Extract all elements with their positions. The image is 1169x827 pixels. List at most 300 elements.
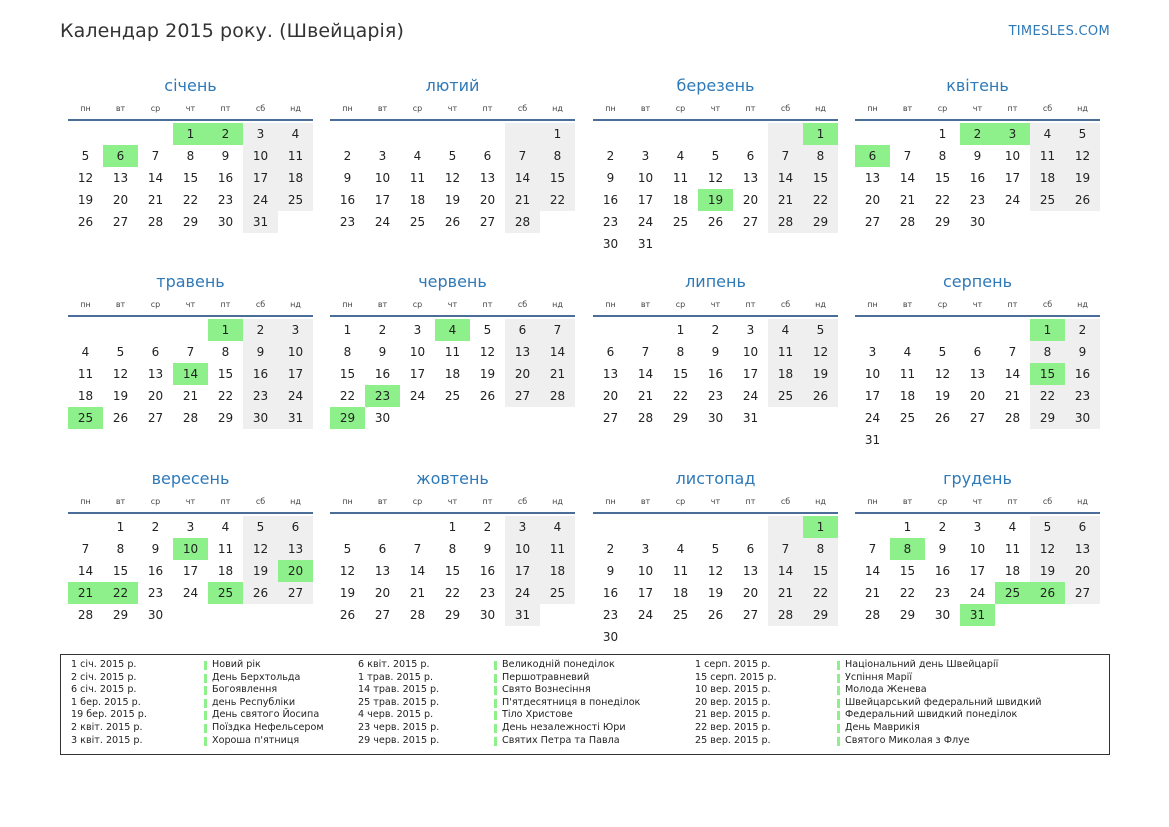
day-cell[interactable]: 10 (637, 171, 654, 185)
day-cell[interactable]: 6 (103, 145, 138, 167)
day-cell[interactable]: 30 (1065, 407, 1100, 429)
day-cell[interactable]: 26 (444, 215, 461, 229)
day-cell[interactable]: 13 (505, 341, 540, 363)
day-cell[interactable]: 3 (243, 123, 278, 145)
day-cell[interactable]: 23 (365, 385, 400, 407)
day-cell[interactable]: 24 (409, 389, 426, 403)
day-cell[interactable]: 26 (1030, 582, 1065, 604)
day-cell[interactable]: 27 (374, 608, 391, 622)
day-cell[interactable]: 3 (641, 149, 650, 163)
day-cell[interactable]: 29 (672, 411, 689, 425)
day-cell[interactable]: 7 (641, 345, 650, 359)
day-cell[interactable]: 20 (742, 586, 759, 600)
day-cell[interactable]: 31 (742, 411, 759, 425)
day-cell[interactable]: 31 (637, 237, 654, 251)
day-cell[interactable]: 7 (151, 149, 160, 163)
day-cell[interactable]: 21 (637, 389, 654, 403)
day-cell[interactable]: 19 (444, 193, 461, 207)
day-cell[interactable]: 23 (339, 215, 356, 229)
day-cell[interactable]: 8 (803, 145, 838, 167)
day-cell[interactable]: 6 (606, 345, 615, 359)
day-cell[interactable]: 22 (672, 389, 689, 403)
day-cell[interactable]: 19 (339, 586, 356, 600)
day-cell[interactable]: 5 (448, 149, 457, 163)
day-cell[interactable]: 12 (707, 564, 724, 578)
day-cell[interactable]: 25 (672, 215, 689, 229)
day-cell[interactable]: 2 (343, 149, 352, 163)
day-cell[interactable]: 13 (864, 171, 881, 185)
day-cell[interactable]: 28 (505, 211, 540, 233)
day-cell[interactable]: 5 (243, 516, 278, 538)
day-cell[interactable]: 11 (1004, 542, 1021, 556)
day-cell[interactable]: 4 (435, 319, 470, 341)
day-cell[interactable]: 18 (77, 389, 94, 403)
day-cell[interactable]: 9 (343, 171, 352, 185)
day-cell[interactable]: 21 (768, 189, 803, 211)
day-cell[interactable]: 23 (1065, 385, 1100, 407)
day-cell[interactable]: 9 (243, 341, 278, 363)
day-cell[interactable]: 22 (899, 586, 916, 600)
day-cell[interactable]: 18 (444, 367, 461, 381)
day-cell[interactable]: 22 (540, 189, 575, 211)
day-cell[interactable]: 26 (479, 389, 496, 403)
day-cell[interactable]: 20 (112, 193, 129, 207)
day-cell[interactable]: 28 (864, 608, 881, 622)
day-cell[interactable]: 6 (746, 542, 755, 556)
day-cell[interactable]: 28 (77, 608, 94, 622)
day-cell[interactable]: 11 (1030, 145, 1065, 167)
day-cell[interactable]: 5 (711, 542, 720, 556)
day-cell[interactable]: 12 (444, 171, 461, 185)
day-cell[interactable]: 1 (208, 319, 243, 341)
day-cell[interactable]: 1 (173, 123, 208, 145)
day-cell[interactable]: 19 (479, 367, 496, 381)
day-cell[interactable]: 18 (672, 586, 689, 600)
day-cell[interactable]: 1 (540, 123, 575, 145)
day-cell[interactable]: 25 (995, 582, 1030, 604)
day-cell[interactable]: 28 (637, 411, 654, 425)
day-cell[interactable]: 14 (768, 167, 803, 189)
day-cell[interactable]: 10 (505, 538, 540, 560)
day-cell[interactable]: 8 (938, 149, 947, 163)
day-cell[interactable]: 9 (151, 542, 160, 556)
day-cell[interactable]: 15 (540, 167, 575, 189)
day-cell[interactable]: 26 (112, 411, 129, 425)
day-cell[interactable]: 24 (864, 411, 881, 425)
day-cell[interactable]: 21 (147, 193, 164, 207)
day-cell[interactable]: 1 (676, 323, 685, 337)
day-cell[interactable]: 22 (1030, 385, 1065, 407)
day-cell[interactable]: 7 (1008, 345, 1017, 359)
day-cell[interactable]: 1 (803, 516, 838, 538)
day-cell[interactable]: 7 (81, 542, 90, 556)
day-cell[interactable]: 14 (637, 367, 654, 381)
day-cell[interactable]: 30 (217, 215, 234, 229)
day-cell[interactable]: 22 (934, 193, 951, 207)
day-cell[interactable]: 17 (637, 586, 654, 600)
day-cell[interactable]: 8 (540, 145, 575, 167)
day-cell[interactable]: 21 (899, 193, 916, 207)
day-cell[interactable]: 17 (742, 367, 759, 381)
day-cell[interactable]: 5 (343, 542, 352, 556)
day-cell[interactable]: 27 (742, 215, 759, 229)
day-cell[interactable]: 13 (602, 367, 619, 381)
day-cell[interactable]: 4 (903, 345, 912, 359)
day-cell[interactable]: 18 (1030, 167, 1065, 189)
day-cell[interactable]: 16 (339, 193, 356, 207)
day-cell[interactable]: 31 (960, 604, 995, 626)
day-cell[interactable]: 23 (602, 608, 619, 622)
day-cell[interactable]: 3 (973, 520, 982, 534)
day-cell[interactable]: 16 (707, 367, 724, 381)
day-cell[interactable]: 26 (243, 582, 278, 604)
day-cell[interactable]: 3 (413, 323, 422, 337)
day-cell[interactable]: 26 (707, 608, 724, 622)
day-cell[interactable]: 10 (374, 171, 391, 185)
day-cell[interactable]: 15 (182, 171, 199, 185)
day-cell[interactable]: 9 (378, 345, 387, 359)
day-cell[interactable]: 1 (938, 127, 947, 141)
day-cell[interactable]: 17 (409, 367, 426, 381)
day-cell[interactable]: 4 (540, 516, 575, 538)
day-cell[interactable]: 11 (672, 171, 689, 185)
day-cell[interactable]: 28 (147, 215, 164, 229)
day-cell[interactable]: 22 (339, 389, 356, 403)
day-cell[interactable]: 22 (103, 582, 138, 604)
day-cell[interactable]: 6 (973, 345, 982, 359)
day-cell[interactable]: 17 (243, 167, 278, 189)
day-cell[interactable]: 13 (1065, 538, 1100, 560)
day-cell[interactable]: 2 (606, 149, 615, 163)
day-cell[interactable]: 25 (444, 389, 461, 403)
day-cell[interactable]: 16 (479, 564, 496, 578)
day-cell[interactable]: 7 (540, 319, 575, 341)
day-cell[interactable]: 23 (969, 193, 986, 207)
day-cell[interactable]: 19 (698, 189, 733, 211)
day-cell[interactable]: 6 (278, 516, 313, 538)
day-cell[interactable]: 14 (77, 564, 94, 578)
day-cell[interactable]: 12 (803, 341, 838, 363)
day-cell[interactable]: 17 (969, 564, 986, 578)
day-cell[interactable]: 2 (1065, 319, 1100, 341)
day-cell[interactable]: 24 (637, 608, 654, 622)
day-cell[interactable]: 4 (1030, 123, 1065, 145)
day-cell[interactable]: 2 (606, 542, 615, 556)
day-cell[interactable]: 11 (540, 538, 575, 560)
day-cell[interactable]: 4 (278, 123, 313, 145)
day-cell[interactable]: 12 (339, 564, 356, 578)
day-cell[interactable]: 27 (864, 215, 881, 229)
day-cell[interactable]: 29 (1030, 407, 1065, 429)
day-cell[interactable]: 27 (602, 411, 619, 425)
day-cell[interactable]: 8 (1030, 341, 1065, 363)
day-cell[interactable]: 24 (505, 582, 540, 604)
day-cell[interactable]: 4 (413, 149, 422, 163)
day-cell[interactable]: 27 (742, 608, 759, 622)
day-cell[interactable]: 10 (173, 538, 208, 560)
day-cell[interactable]: 10 (864, 367, 881, 381)
day-cell[interactable]: 20 (602, 389, 619, 403)
day-cell[interactable]: 29 (803, 604, 838, 626)
day-cell[interactable]: 23 (479, 586, 496, 600)
day-cell[interactable]: 23 (934, 586, 951, 600)
day-cell[interactable]: 8 (186, 149, 195, 163)
day-cell[interactable]: 6 (1065, 516, 1100, 538)
day-cell[interactable]: 10 (742, 345, 759, 359)
day-cell[interactable]: 25 (1030, 189, 1065, 211)
day-cell[interactable]: 12 (707, 171, 724, 185)
day-cell[interactable]: 20 (374, 586, 391, 600)
day-cell[interactable]: 24 (969, 586, 986, 600)
day-cell[interactable]: 23 (602, 215, 619, 229)
day-cell[interactable]: 10 (969, 542, 986, 556)
day-cell[interactable]: 17 (182, 564, 199, 578)
day-cell[interactable]: 21 (540, 363, 575, 385)
day-cell[interactable]: 20 (864, 193, 881, 207)
day-cell[interactable]: 16 (147, 564, 164, 578)
day-cell[interactable]: 3 (505, 516, 540, 538)
day-cell[interactable]: 2 (938, 520, 947, 534)
day-cell[interactable]: 22 (182, 193, 199, 207)
day-cell[interactable]: 6 (746, 149, 755, 163)
day-cell[interactable]: 3 (278, 319, 313, 341)
day-cell[interactable]: 9 (221, 149, 230, 163)
day-cell[interactable]: 1 (116, 520, 125, 534)
day-cell[interactable]: 17 (864, 389, 881, 403)
day-cell[interactable]: 21 (768, 582, 803, 604)
day-cell[interactable]: 12 (112, 367, 129, 381)
day-cell[interactable]: 5 (711, 149, 720, 163)
day-cell[interactable]: 29 (934, 215, 951, 229)
day-cell[interactable]: 9 (606, 171, 615, 185)
day-cell[interactable]: 10 (243, 145, 278, 167)
day-cell[interactable]: 14 (899, 171, 916, 185)
day-cell[interactable]: 7 (413, 542, 422, 556)
day-cell[interactable]: 29 (217, 411, 234, 425)
day-cell[interactable]: 11 (217, 542, 234, 556)
day-cell[interactable]: 30 (479, 608, 496, 622)
day-cell[interactable]: 22 (803, 189, 838, 211)
day-cell[interactable]: 11 (768, 341, 803, 363)
day-cell[interactable]: 30 (602, 237, 619, 251)
day-cell[interactable]: 20 (147, 389, 164, 403)
day-cell[interactable]: 4 (676, 542, 685, 556)
day-cell[interactable]: 13 (112, 171, 129, 185)
day-cell[interactable]: 18 (409, 193, 426, 207)
day-cell[interactable]: 5 (803, 319, 838, 341)
day-cell[interactable]: 15 (672, 367, 689, 381)
day-cell[interactable]: 14 (768, 560, 803, 582)
day-cell[interactable]: 26 (1065, 189, 1100, 211)
day-cell[interactable]: 20 (278, 560, 313, 582)
day-cell[interactable]: 11 (409, 171, 426, 185)
day-cell[interactable]: 7 (186, 345, 195, 359)
day-cell[interactable]: 19 (112, 389, 129, 403)
day-cell[interactable]: 5 (116, 345, 125, 359)
day-cell[interactable]: 7 (768, 145, 803, 167)
day-cell[interactable]: 27 (479, 215, 496, 229)
day-cell[interactable]: 16 (1065, 363, 1100, 385)
day-cell[interactable]: 17 (1004, 171, 1021, 185)
day-cell[interactable]: 1 (803, 123, 838, 145)
day-cell[interactable]: 30 (602, 630, 619, 644)
day-cell[interactable]: 31 (505, 604, 540, 626)
day-cell[interactable]: 18 (899, 389, 916, 403)
day-cell[interactable]: 28 (768, 211, 803, 233)
day-cell[interactable]: 9 (606, 564, 615, 578)
day-cell[interactable]: 23 (243, 385, 278, 407)
day-cell[interactable]: 3 (378, 149, 387, 163)
day-cell[interactable]: 15 (934, 171, 951, 185)
day-cell[interactable]: 15 (112, 564, 129, 578)
day-cell[interactable]: 15 (803, 167, 838, 189)
day-cell[interactable]: 23 (707, 389, 724, 403)
day-cell[interactable]: 10 (409, 345, 426, 359)
day-cell[interactable]: 14 (864, 564, 881, 578)
day-cell[interactable]: 2 (208, 123, 243, 145)
day-cell[interactable]: 20 (969, 389, 986, 403)
day-cell[interactable]: 15 (339, 367, 356, 381)
day-cell[interactable]: 24 (278, 385, 313, 407)
day-cell[interactable]: 30 (374, 411, 391, 425)
day-cell[interactable]: 21 (68, 582, 103, 604)
day-cell[interactable]: 16 (969, 171, 986, 185)
day-cell[interactable]: 18 (217, 564, 234, 578)
day-cell[interactable]: 18 (540, 560, 575, 582)
day-cell[interactable]: 16 (602, 193, 619, 207)
day-cell[interactable]: 10 (1004, 149, 1021, 163)
day-cell[interactable]: 20 (1065, 560, 1100, 582)
day-cell[interactable]: 6 (483, 149, 492, 163)
day-cell[interactable]: 25 (409, 215, 426, 229)
day-cell[interactable]: 23 (217, 193, 234, 207)
day-cell[interactable]: 2 (960, 123, 995, 145)
day-cell[interactable]: 8 (116, 542, 125, 556)
day-cell[interactable]: 29 (112, 608, 129, 622)
day-cell[interactable]: 6 (151, 345, 160, 359)
day-cell[interactable]: 25 (540, 582, 575, 604)
day-cell[interactable]: 8 (221, 345, 230, 359)
day-cell[interactable]: 8 (448, 542, 457, 556)
day-cell[interactable]: 3 (746, 323, 755, 337)
day-cell[interactable]: 18 (1004, 564, 1021, 578)
day-cell[interactable]: 24 (742, 389, 759, 403)
day-cell[interactable]: 12 (1065, 145, 1100, 167)
day-cell[interactable]: 29 (182, 215, 199, 229)
day-cell[interactable]: 12 (1030, 538, 1065, 560)
day-cell[interactable]: 29 (803, 211, 838, 233)
day-cell[interactable]: 13 (742, 564, 759, 578)
day-cell[interactable]: 19 (1030, 560, 1065, 582)
day-cell[interactable]: 15 (1030, 363, 1065, 385)
day-cell[interactable]: 24 (1004, 193, 1021, 207)
day-cell[interactable]: 25 (208, 582, 243, 604)
day-cell[interactable]: 8 (343, 345, 352, 359)
day-cell[interactable]: 5 (1065, 123, 1100, 145)
day-cell[interactable]: 8 (676, 345, 685, 359)
day-cell[interactable]: 10 (278, 341, 313, 363)
day-cell[interactable]: 11 (444, 345, 461, 359)
day-cell[interactable]: 21 (182, 389, 199, 403)
day-cell[interactable]: 13 (969, 367, 986, 381)
day-cell[interactable]: 16 (602, 586, 619, 600)
day-cell[interactable]: 1 (1030, 319, 1065, 341)
day-cell[interactable]: 30 (243, 407, 278, 429)
day-cell[interactable]: 28 (1004, 411, 1021, 425)
day-cell[interactable]: 4 (676, 149, 685, 163)
day-cell[interactable]: 9 (973, 149, 982, 163)
day-cell[interactable]: 21 (409, 586, 426, 600)
day-cell[interactable]: 17 (374, 193, 391, 207)
day-cell[interactable]: 17 (278, 363, 313, 385)
day-cell[interactable]: 18 (278, 167, 313, 189)
day-cell[interactable]: 24 (374, 215, 391, 229)
day-cell[interactable]: 29 (330, 407, 365, 429)
day-cell[interactable]: 27 (278, 582, 313, 604)
day-cell[interactable]: 4 (1008, 520, 1017, 534)
day-cell[interactable]: 26 (339, 608, 356, 622)
day-cell[interactable]: 22 (803, 582, 838, 604)
day-cell[interactable]: 11 (77, 367, 94, 381)
day-cell[interactable]: 14 (505, 167, 540, 189)
day-cell[interactable]: 26 (934, 411, 951, 425)
day-cell[interactable]: 5 (81, 149, 90, 163)
day-cell[interactable]: 4 (221, 520, 230, 534)
day-cell[interactable]: 27 (505, 385, 540, 407)
day-cell[interactable]: 1 (448, 520, 457, 534)
day-cell[interactable]: 21 (1004, 389, 1021, 403)
day-cell[interactable]: 31 (278, 407, 313, 429)
day-cell[interactable]: 4 (81, 345, 90, 359)
day-cell[interactable]: 2 (243, 319, 278, 341)
day-cell[interactable]: 19 (243, 560, 278, 582)
day-cell[interactable]: 15 (899, 564, 916, 578)
day-cell[interactable]: 21 (505, 189, 540, 211)
day-cell[interactable]: 18 (768, 363, 803, 385)
day-cell[interactable]: 6 (505, 319, 540, 341)
day-cell[interactable]: 11 (672, 564, 689, 578)
day-cell[interactable]: 27 (969, 411, 986, 425)
day-cell[interactable]: 2 (483, 520, 492, 534)
day-cell[interactable]: 16 (243, 363, 278, 385)
day-cell[interactable]: 13 (374, 564, 391, 578)
day-cell[interactable]: 12 (243, 538, 278, 560)
day-cell[interactable]: 2 (711, 323, 720, 337)
day-cell[interactable]: 23 (147, 586, 164, 600)
day-cell[interactable]: 28 (768, 604, 803, 626)
day-cell[interactable]: 25 (672, 608, 689, 622)
day-cell[interactable]: 11 (899, 367, 916, 381)
day-cell[interactable]: 13 (742, 171, 759, 185)
day-cell[interactable]: 20 (479, 193, 496, 207)
day-cell[interactable]: 5 (938, 345, 947, 359)
day-cell[interactable]: 26 (803, 385, 838, 407)
day-cell[interactable]: 25 (278, 189, 313, 211)
day-cell[interactable]: 17 (637, 193, 654, 207)
day-cell[interactable]: 27 (147, 411, 164, 425)
day-cell[interactable]: 30 (934, 608, 951, 622)
day-cell[interactable]: 7 (903, 149, 912, 163)
day-cell[interactable]: 10 (637, 564, 654, 578)
day-cell[interactable]: 12 (479, 345, 496, 359)
day-cell[interactable]: 2 (378, 323, 387, 337)
day-cell[interactable]: 22 (217, 389, 234, 403)
day-cell[interactable]: 12 (77, 171, 94, 185)
day-cell[interactable]: 5 (483, 323, 492, 337)
day-cell[interactable]: 7 (505, 145, 540, 167)
day-cell[interactable]: 30 (707, 411, 724, 425)
day-cell[interactable]: 22 (444, 586, 461, 600)
